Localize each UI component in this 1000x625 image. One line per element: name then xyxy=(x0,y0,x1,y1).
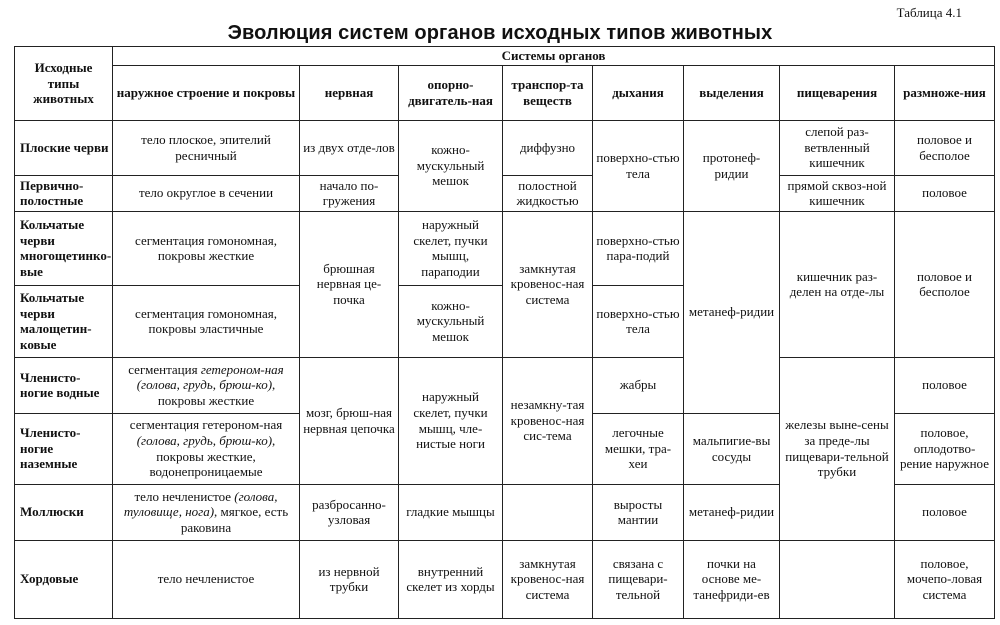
table-cell xyxy=(503,484,593,540)
table-cell: незамкну-тая кровенос-ная сис-тема xyxy=(503,357,593,484)
table-cell: диффузно xyxy=(503,120,593,175)
cell-text-italic: (голова, грудь, брюш-ко) xyxy=(136,433,273,448)
table-cell xyxy=(113,357,300,413)
animal-roundworms: Первично-полостные xyxy=(15,175,113,211)
table-cell: слепой раз-ветвленный кишечник xyxy=(780,120,895,175)
table-cell: метанеф-ридии xyxy=(684,484,780,540)
table-cell: замкнутая кровенос-ная система xyxy=(503,540,593,618)
table-cell: из двух отде-лов xyxy=(300,120,399,175)
table-cell: начало по-гружения xyxy=(300,175,399,211)
header-organ-systems: Системы органов xyxy=(113,47,995,66)
cell-text: сегментация xyxy=(128,361,201,377)
table-cell: наружный скелет, пучки мышц, параподии xyxy=(399,211,503,285)
header-excretion: выделения xyxy=(684,65,780,120)
table-cell: половое и бесполое xyxy=(895,211,995,357)
cell-text: тело нечленистое xyxy=(134,488,235,504)
table-cell: кишечник раз-делен на отде-лы xyxy=(780,211,895,357)
table-cell: метанеф-ридии xyxy=(684,211,780,413)
cell-text: сегментация гетероном-ная xyxy=(129,417,283,433)
table-cell xyxy=(780,540,895,618)
table-cell: половое xyxy=(895,484,995,540)
table-cell: тело плоское, эпителий ресничный xyxy=(113,120,300,175)
table-cell: половое xyxy=(895,175,995,211)
table-cell: жабры xyxy=(593,357,684,413)
cell-text: , покровы жесткие, водонепроницаемые xyxy=(149,433,276,480)
table-cell: наружный скелет, пучки мышц, чле-нистые ноги xyxy=(399,357,503,484)
table-cell: выросты мантии xyxy=(593,484,684,540)
organ-systems-table xyxy=(14,46,995,619)
table-cell: поверхно-стью тела xyxy=(593,285,684,357)
table-cell: тело округлое в сечении xyxy=(113,175,300,211)
table-cell: тело нечленистое xyxy=(113,540,300,618)
header-reproduction: размноже-ния xyxy=(895,65,995,120)
table-cell: полостной жидкостью xyxy=(503,175,593,211)
table-cell: половое и бесполое xyxy=(895,120,995,175)
table-cell: легочные мешки, тра-хеи xyxy=(593,413,684,484)
header-outer-structure: наружное строение и покровы xyxy=(113,65,300,120)
table-cell: замкнутая кровенос-ная система xyxy=(503,211,593,357)
cell-text-italic: (голова, туловище, нога) xyxy=(123,488,278,520)
table-cell: половое, мочепо-ловая система xyxy=(895,540,995,618)
table-cell: протонеф-ридии xyxy=(684,120,780,211)
header-locomotion: опорно-двигатель-ная xyxy=(399,65,503,120)
table-cell: из нервной трубки xyxy=(300,540,399,618)
animal-polychaetes: Кольчатые черви многощетинко-вые xyxy=(15,211,113,285)
table-cell: сегментация гомономная, покровы эластичные xyxy=(113,285,300,357)
header-digestion: пищеварения xyxy=(780,65,895,120)
table-cell: кожно-мускульный мешок xyxy=(399,285,503,357)
cell-text: , покровы жесткие xyxy=(157,377,276,408)
table-cell: мальпигие-вы сосуды xyxy=(684,413,780,484)
animal-molluscs: Моллюски xyxy=(15,484,113,540)
cell-text-italic: гетероном-ная (голова, грудь, брюш-ко) xyxy=(136,361,284,393)
header-nervous: нервная xyxy=(300,65,399,120)
table-cell: внутренний скелет из хорды xyxy=(399,540,503,618)
table-cell: поверхно-стью пара-подий xyxy=(593,211,684,285)
table-cell: почки на основе ме-танефриди-ев xyxy=(684,540,780,618)
animal-chordates: Хордовые xyxy=(15,540,113,618)
table-cell: поверхно-стью тела xyxy=(593,120,684,211)
table-cell: половое, оплодотво-рение наружное xyxy=(895,413,995,484)
table-cell: кожно-мускульный мешок xyxy=(399,120,503,211)
header-transport: транспор-та веществ xyxy=(503,65,593,120)
table-cell: разбросанно-узловая xyxy=(300,484,399,540)
table-cell xyxy=(113,413,300,484)
header-respiration: дыхания xyxy=(593,65,684,120)
table-cell: железы выне-сены за преде-лы пищевари-тельной трубки xyxy=(780,357,895,540)
table-number: Таблица 4.1 xyxy=(896,5,962,20)
table-cell: половое xyxy=(895,357,995,413)
animal-oligochaetes: Кольчатые черви малощетин-ковые xyxy=(15,285,113,357)
table-cell: гладкие мышцы xyxy=(399,484,503,540)
table-cell: мозг, брюш-ная нервная цепочка xyxy=(300,357,399,484)
table-cell: прямой сквоз-ной кишечник xyxy=(780,175,895,211)
table-cell xyxy=(113,484,300,540)
table-cell: сегментация гомономная, покровы жесткие xyxy=(113,211,300,285)
animal-aquatic-arthropods: Членисто-ногие водные xyxy=(15,357,113,413)
table-cell: связана с пищевари-тельной xyxy=(593,540,684,618)
table-cell: брюшная нервная це-почка xyxy=(300,211,399,357)
cell-text: , мягкое, есть раковина xyxy=(180,504,289,535)
animal-flatworms: Плоские черви xyxy=(15,120,113,175)
animal-terrestrial-arthropods: Членисто-ногие наземные xyxy=(15,413,113,484)
header-animal-types: Исходные типы животных xyxy=(15,47,113,121)
page-title: Эволюция систем органов исходных типов животных xyxy=(227,22,773,44)
